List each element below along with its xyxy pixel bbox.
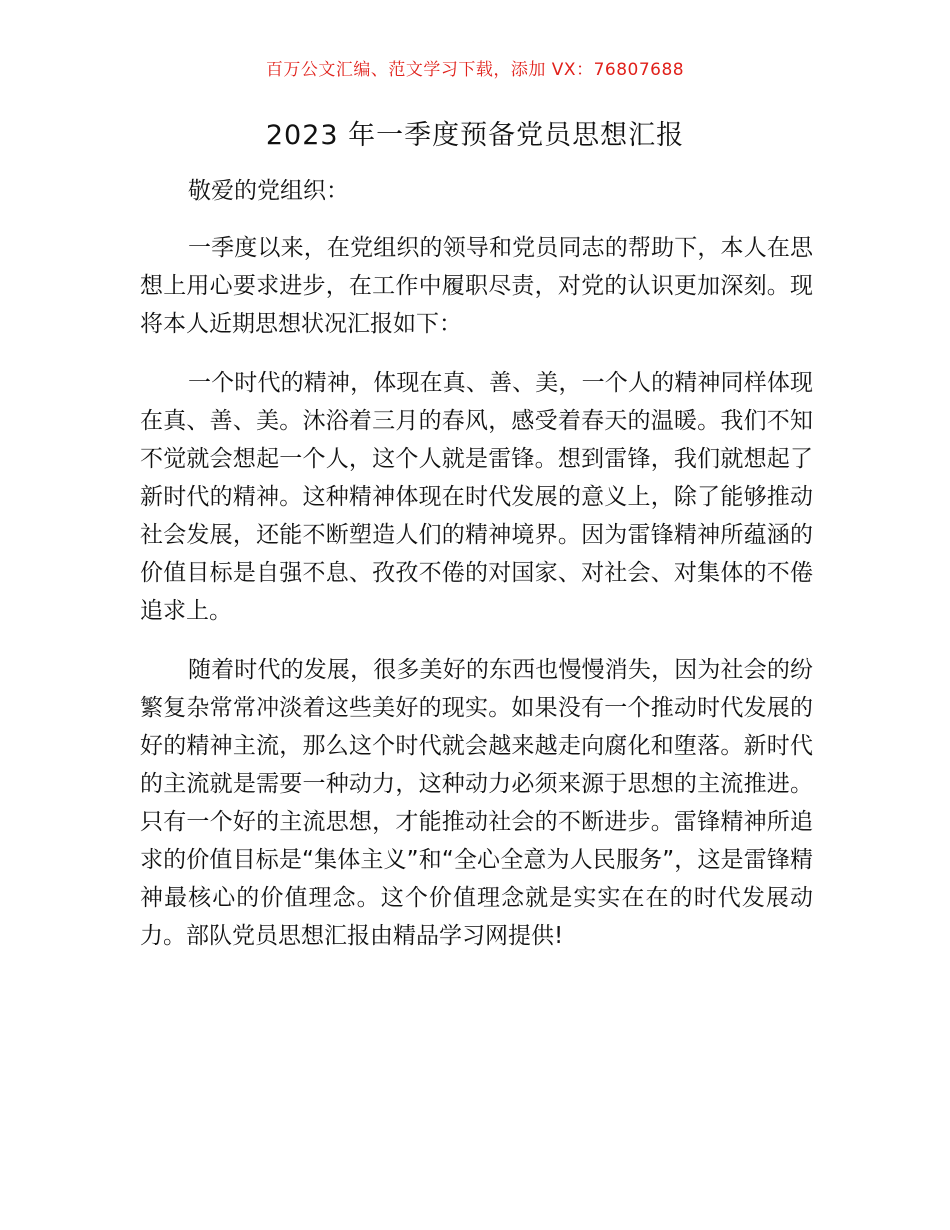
salutation: 敬爱的党组织： [188, 178, 349, 204]
header-banner: 百万公文汇编、范文学习下载，添加 VX：76807688 [265, 60, 685, 80]
document-title: 2023 年一季度预备党员思想汇报 [265, 120, 685, 151]
document-body [140, 172, 813, 955]
body-paragraph-1: 一季度以来，在党组织的领导和党员同志的帮助下，本人在思想上用心要求进步，在工作中履职尽责，对党的认识更加深刻。现将本人近期思想状况汇报如下： [140, 235, 813, 337]
body-paragraph-2: 一个时代的精神，体现在真、善、美，一个人的精神同样体现在真、善、美。沐浴着三月的春风，感受着春天的温暖。我们不知不觉就会想起一个人，这个人就是雷锋。想到雷锋，我们就想起了新时代的精神。这种精神体现在时代发展的意义上，除了能够推动社会发展，还能不断塑造人们的精神境界。因为雷锋精神所蕴涵的价值目标是自强不息、孜孜不倦的对国家、对社会、对集体的不倦追求上。 [140, 370, 813, 624]
body-paragraph-3: 随着时代的发展，很多美好的东西也慢慢消失，因为社会的纷繁复杂常常冲淡着这些美好的现实。如果没有一个推动时代发展的好的精神主流，那么这个时代就会越来越走向腐化和堕落。新时代的主流就是需要一种动力，这种动力必须来源于思想的主流推进。只有一个好的主流思想，才能推动社会的不断进步。雷锋精神所追求的价值目标是“集体主义”和“全心全意为人民服务”，这是雷锋精神最核心的价值理念。这个价值理念就是实实在在的时代发展动力。部队党员思想汇报由精品学习网提供! [140, 657, 813, 949]
